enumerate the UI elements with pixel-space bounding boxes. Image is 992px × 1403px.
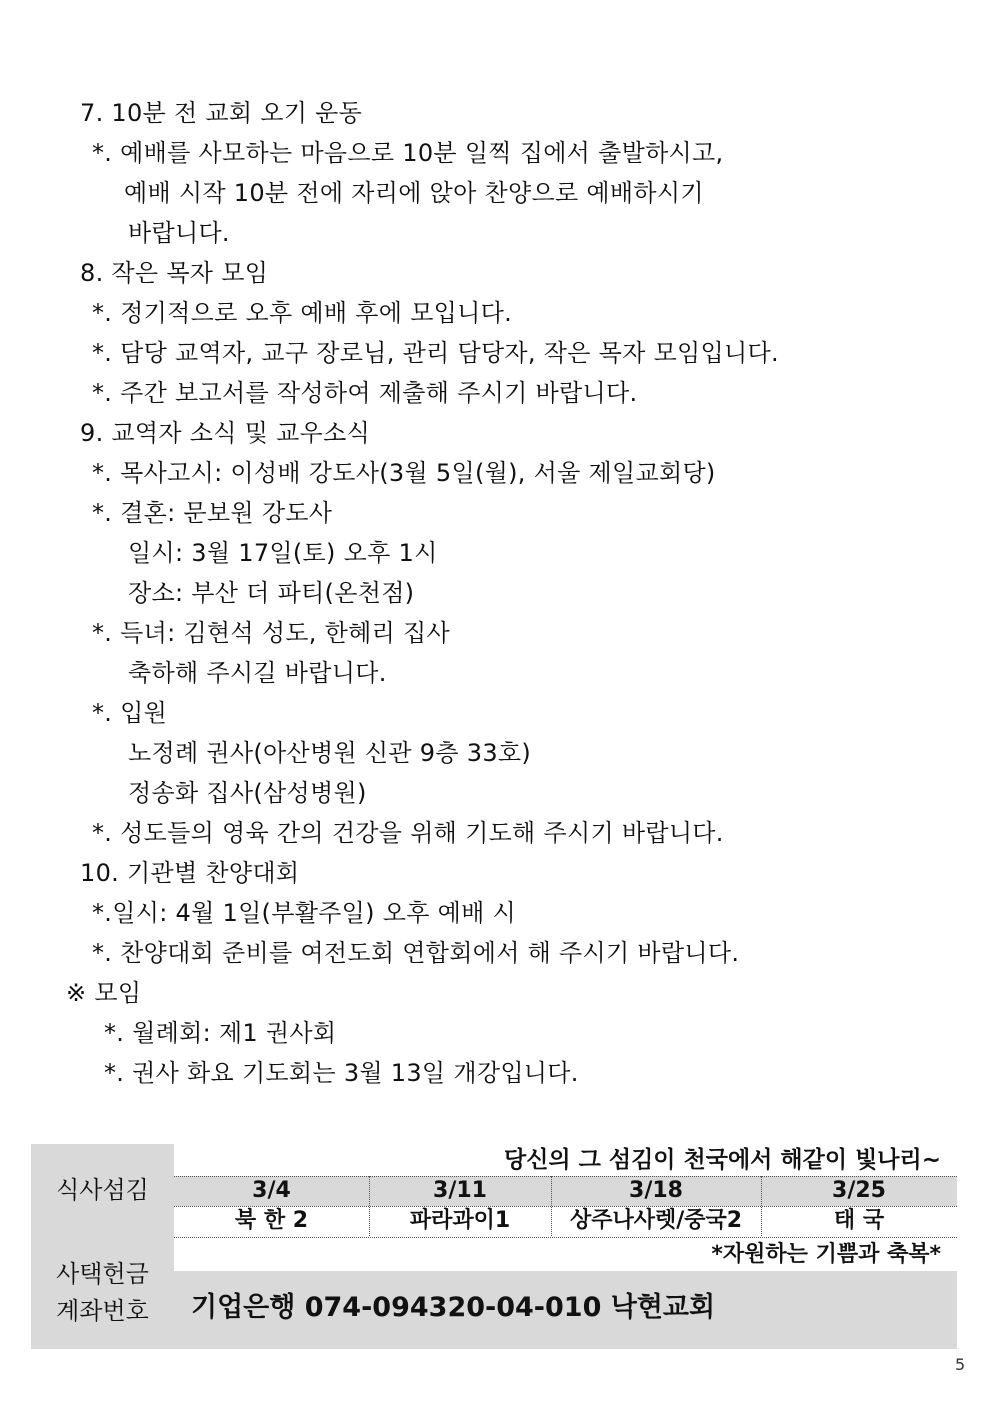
schedule-date: 3/25 [761,1176,957,1206]
schedule-date: 3/4 [174,1176,369,1206]
schedule-group: 북 한 2 [174,1206,369,1236]
body-line: *. 월례회: 제1 권사회 [104,1019,337,1047]
motto: *자원하는 기쁨과 축복* [174,1238,957,1271]
offering-label: 사택헌금 [56,1260,149,1288]
schedule-group: 상주나사렛/중국2 [551,1206,761,1236]
body-line: *. 목사고시: 이성배 강도사(3월 5일(월), 서울 제일교회당) [92,459,716,487]
account-label: 계좌번호 [56,1297,149,1325]
row-divider [174,1206,957,1207]
body-line: 장소: 부산 더 파티(온천점) [128,579,415,607]
body-line: *. 성도들의 영육 간의 건강을 위해 기도해 주시기 바랍니다. [92,819,724,847]
body-line: *. 주간 보고서를 작성하여 제출해 주시기 바랍니다. [92,379,638,407]
body-line: *. 입원 [92,699,168,727]
section-7-heading: 7. 10분 전 교회 오기 운동 [80,99,363,127]
offering-label-cell [31,1236,174,1349]
slogan: 당신의 그 섬김이 천국에서 해같이 빛나리~ [174,1144,957,1176]
schedule-date: 3/11 [369,1176,551,1206]
section-10-heading: 10. 기관별 찬양대회 [80,859,300,887]
body-line: *. 담당 교역자, 교구 장로님, 관리 담당자, 작은 목자 모임입니다. [92,339,779,367]
footer-box [31,1144,957,1349]
account-row [174,1271,957,1349]
meeting-heading: ※ 모임 [66,979,142,1007]
body-line: *. 권사 화요 기도회는 3월 13일 개강입니다. [104,1059,579,1087]
body-line: *. 찬양대회 준비를 여전도회 연합회에서 해 주시기 바랍니다. [92,939,740,967]
body-line: 노정례 권사(아산병원 신관 9층 33호) [128,739,532,767]
body-line: 축하해 주시길 바랍니다. [128,659,387,687]
body-line: *. 결혼: 문보원 강도사 [92,499,333,527]
schedule-group: 파라과이1 [369,1206,551,1236]
section-8-heading: 8. 작은 목자 모임 [80,259,269,287]
body-line: 예배 시작 10분 전에 자리에 앉아 찬양으로 예배하시기 [124,179,704,207]
body-line: *. 득녀: 김현석 성도, 한혜리 집사 [92,619,450,647]
meal-label-cell [31,1144,174,1236]
body-line: *. 예배를 사모하는 마음으로 10분 일찍 집에서 출발하시고, [92,139,724,167]
page-number: 5 [955,1355,966,1374]
schedule-date: 3/18 [551,1176,761,1206]
body-line: 바랍니다. [128,219,230,247]
section-9-heading: 9. 교역자 소식 및 교우소식 [80,419,371,447]
meal-label: 식사섬김 [56,1176,149,1204]
body-line: *. 정기적으로 오후 예배 후에 모입니다. [92,299,513,327]
row-divider [174,1176,957,1177]
schedule-group: 태 국 [761,1206,957,1236]
account-number: 기업은행 074-094320-04-010 낙현교회 [191,1292,716,1323]
body-line: 일시: 3월 17일(토) 오후 1시 [128,539,438,567]
body-line: *.일시: 4월 1일(부활주일) 오후 예배 시 [92,899,517,927]
body-line: 정송화 집사(삼성병원) [128,779,367,807]
